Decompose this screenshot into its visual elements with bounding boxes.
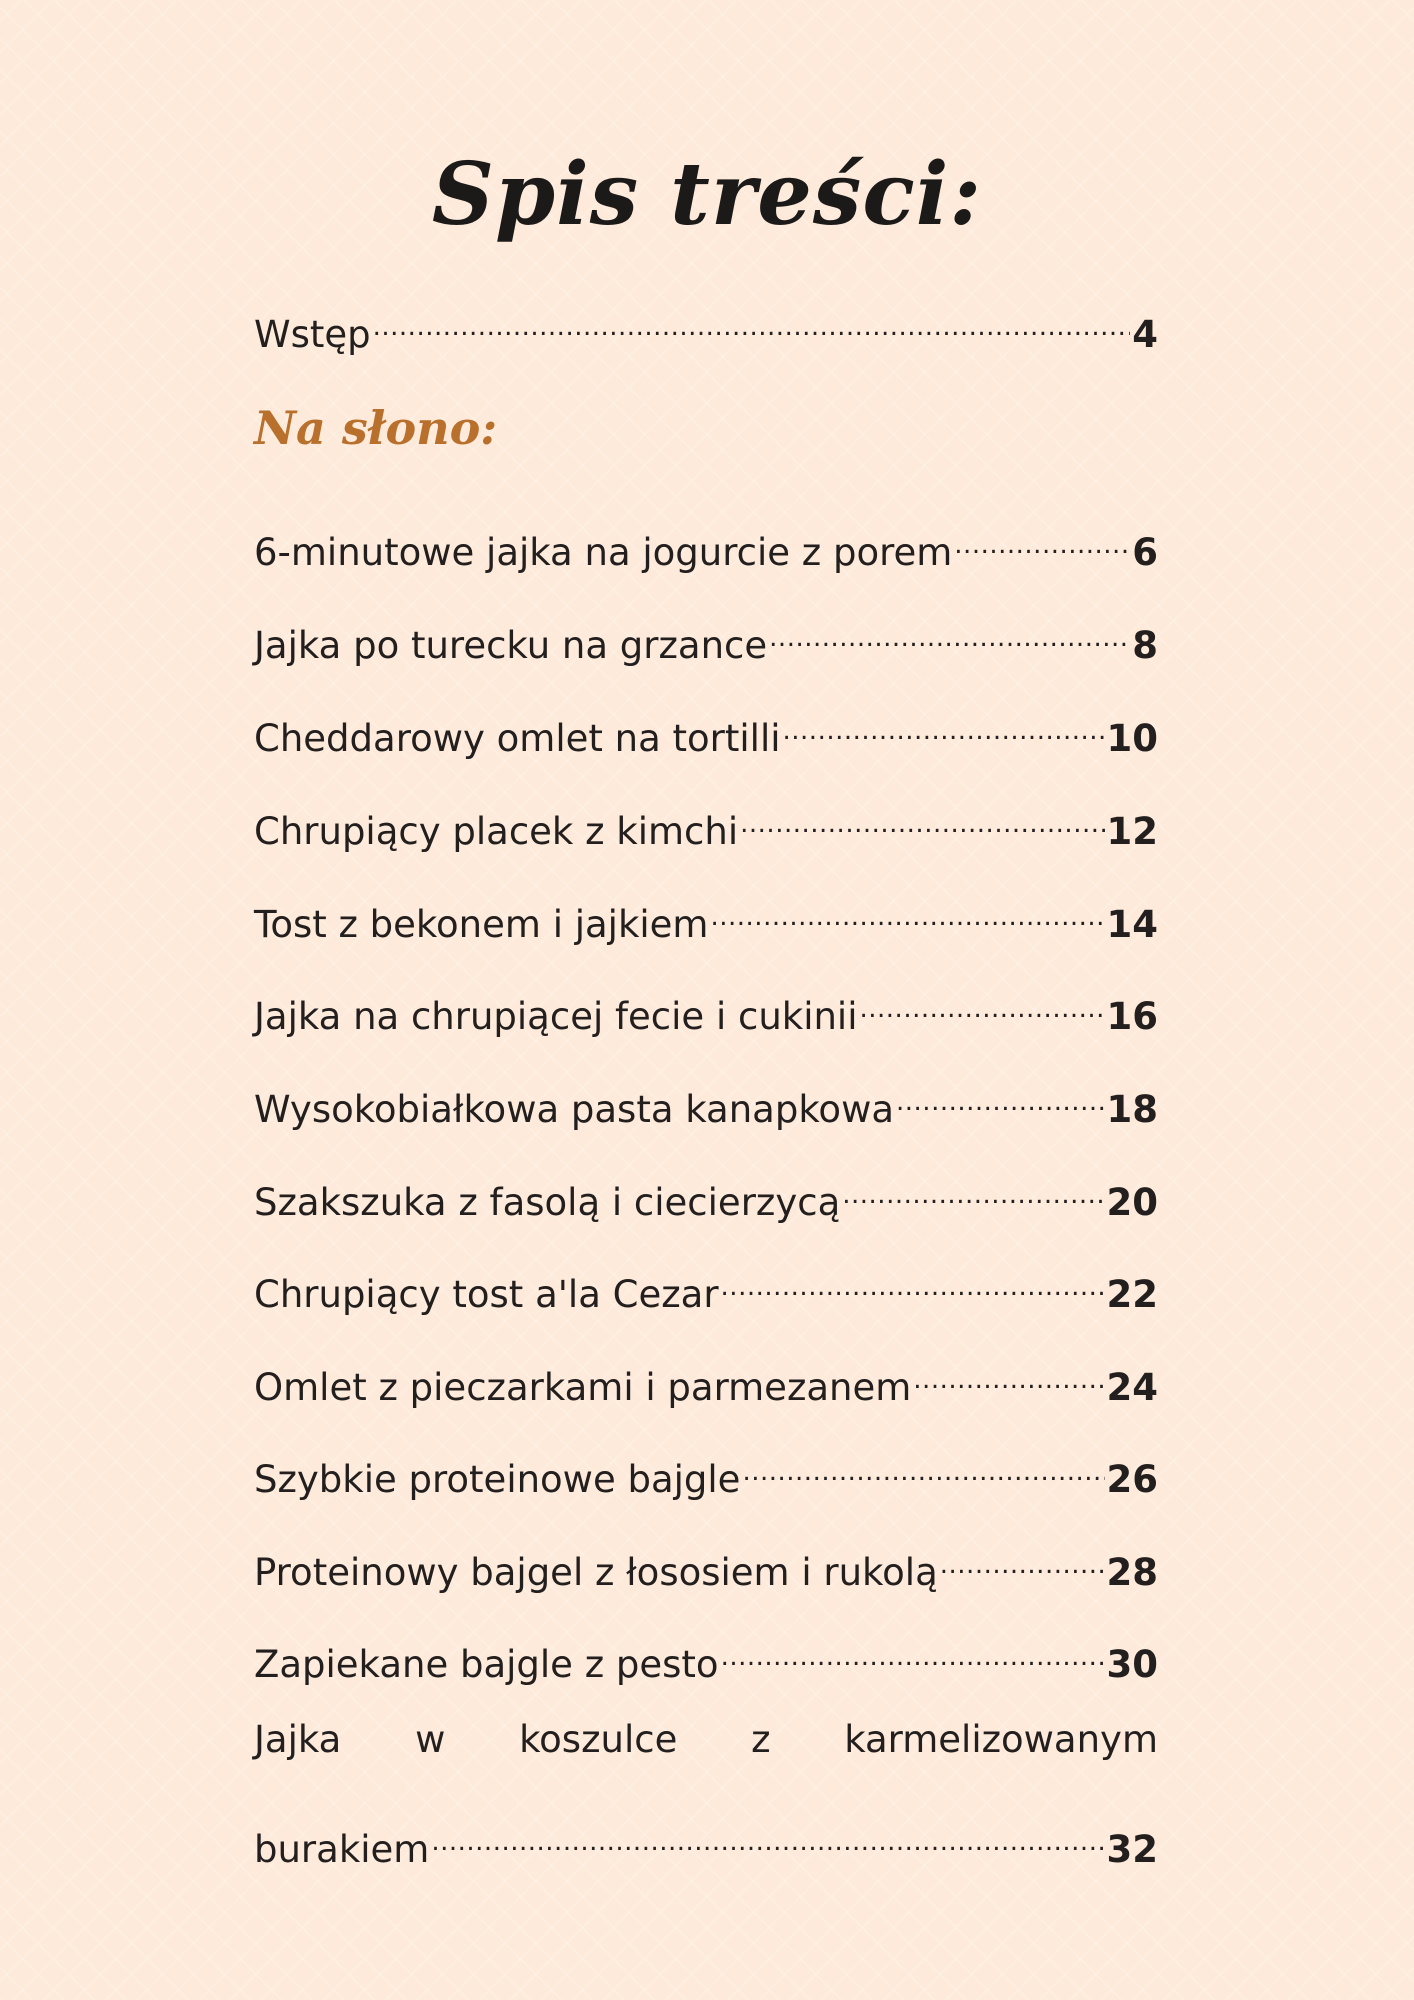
dot-leader bbox=[940, 1525, 1105, 1585]
toc-entry[interactable] bbox=[254, 969, 1158, 1038]
toc-entry-page: 8 bbox=[1132, 624, 1158, 667]
toc-entry-page: 22 bbox=[1106, 1273, 1158, 1316]
toc-entry-label: Proteinowy bajgel z łososiem i rukolą bbox=[254, 1551, 938, 1594]
toc-entry-label: Chrupiący tost a'la Cezar bbox=[254, 1273, 719, 1316]
toc-entry-page: 14 bbox=[1106, 903, 1158, 946]
toc-entry-label: Tost z bekonem i jajkiem bbox=[254, 903, 709, 946]
toc-entry-page: 6 bbox=[1132, 531, 1158, 574]
toc-entry-page: 16 bbox=[1106, 995, 1158, 1038]
toc-entry-last-line2[interactable] bbox=[254, 1802, 1158, 1871]
toc-entry-label: Chrupiący placek z kimchi bbox=[254, 810, 739, 853]
dot-leader bbox=[721, 1617, 1105, 1677]
dot-leader bbox=[769, 598, 1130, 658]
dot-leader bbox=[710, 877, 1104, 937]
toc-entry[interactable] bbox=[254, 1617, 1158, 1686]
page-title: Spis treści: bbox=[431, 144, 983, 245]
toc-entry-label: Wstęp bbox=[254, 313, 371, 356]
toc-entry-intro[interactable] bbox=[254, 287, 1158, 356]
toc-entry[interactable] bbox=[254, 1340, 1158, 1409]
toc-entry-page: 18 bbox=[1106, 1088, 1158, 1131]
toc-entry-label: Wysokobiałkowa pasta kanapkowa bbox=[254, 1088, 895, 1131]
toc-entry[interactable] bbox=[254, 1432, 1158, 1501]
toc-entry-page: 12 bbox=[1106, 810, 1158, 853]
section-heading: Na słono: bbox=[254, 401, 498, 455]
toc-entry[interactable] bbox=[254, 505, 1158, 574]
toc-entry[interactable] bbox=[254, 1247, 1158, 1316]
toc-entry[interactable] bbox=[254, 1062, 1158, 1131]
toc-entry[interactable] bbox=[254, 784, 1158, 853]
toc-entry[interactable] bbox=[254, 877, 1158, 946]
dot-leader bbox=[842, 1155, 1104, 1215]
dot-leader bbox=[913, 1340, 1104, 1400]
toc-entry-label: Omlet z pieczarkami i parmezanem bbox=[254, 1366, 912, 1409]
dot-leader bbox=[954, 505, 1130, 565]
toc-entry[interactable] bbox=[254, 1525, 1158, 1594]
toc-entry-page: 32 bbox=[1106, 1828, 1158, 1871]
toc-entry-word: z bbox=[751, 1718, 771, 1761]
toc-entry-page: 4 bbox=[1132, 313, 1158, 356]
toc-entry-page: 10 bbox=[1106, 717, 1158, 760]
toc-entry-page: 20 bbox=[1106, 1181, 1158, 1224]
toc-entry-word: koszulce bbox=[519, 1718, 678, 1761]
dot-leader bbox=[742, 1432, 1104, 1492]
toc-entry-page: 30 bbox=[1106, 1643, 1158, 1686]
dot-leader bbox=[783, 691, 1105, 751]
dot-leader bbox=[896, 1062, 1104, 1122]
toc-entry-label: Szakszuka z fasolą i ciecierzycą bbox=[254, 1181, 841, 1224]
toc-entry-page: 28 bbox=[1106, 1551, 1158, 1594]
toc-entry-last-line1[interactable] bbox=[254, 1710, 1158, 1770]
toc-entry-label: Cheddarowy omlet na tortilli bbox=[254, 717, 781, 760]
toc-entry-label: 6-minutowe jajka na jogurcie z porem bbox=[254, 531, 953, 574]
dot-leader bbox=[373, 287, 1131, 347]
toc-entry[interactable] bbox=[254, 1155, 1158, 1224]
toc-entry-label: Jajka na chrupiącej fecie i cukinii bbox=[254, 995, 858, 1038]
toc-entry-label: Szybkie proteinowe bajgle bbox=[254, 1458, 741, 1501]
toc-entry-word: Jajka bbox=[254, 1718, 342, 1761]
dot-leader bbox=[721, 1247, 1105, 1307]
toc-entry-word: karmelizowanym bbox=[844, 1718, 1158, 1761]
toc-entry[interactable] bbox=[254, 598, 1158, 667]
toc-entry-label: burakiem bbox=[254, 1828, 430, 1871]
toc-entry-page: 26 bbox=[1106, 1458, 1158, 1501]
toc-entry-page: 24 bbox=[1106, 1366, 1158, 1409]
dot-leader bbox=[860, 969, 1105, 1029]
toc-entry-label: Jajka po turecku na grzance bbox=[254, 624, 768, 667]
dot-leader bbox=[740, 784, 1104, 844]
dot-leader bbox=[431, 1802, 1104, 1862]
toc-entry-label: Zapiekane bajgle z pesto bbox=[254, 1643, 719, 1686]
toc-entry-word: w bbox=[415, 1718, 446, 1761]
toc-entry[interactable] bbox=[254, 691, 1158, 760]
